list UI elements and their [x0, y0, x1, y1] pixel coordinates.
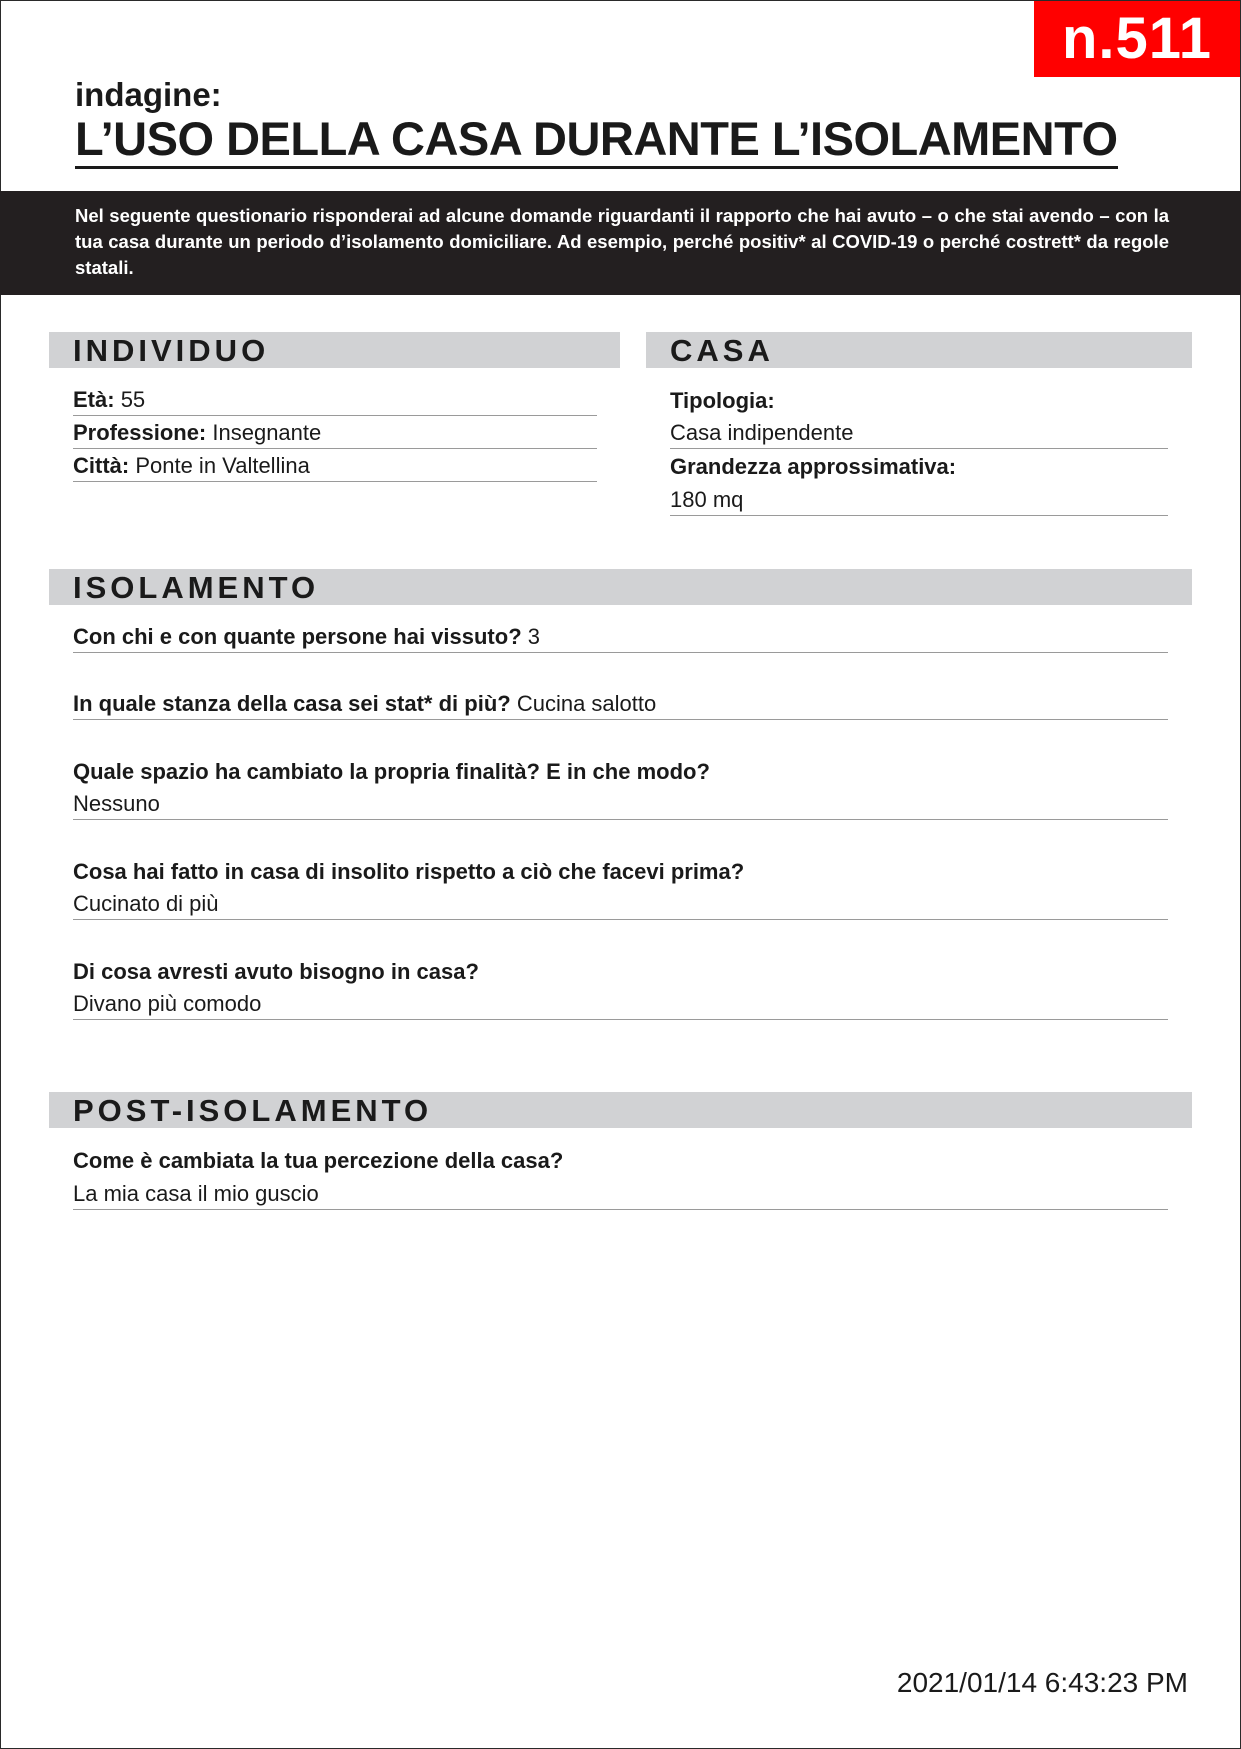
intro-banner — [0, 191, 1241, 295]
survey-kicker: indagine: — [75, 76, 222, 113]
field-eta-value: 55 — [120, 387, 146, 412]
field-professione-label: Professione: — [73, 420, 213, 445]
section-casa-heading: CASA — [670, 333, 774, 368]
field-citta-label: Città: — [73, 453, 136, 478]
question-1-text: Con chi e con quante persone hai vissuto? — [73, 624, 528, 649]
field-tipologia-value: Casa indipendente — [670, 418, 1168, 449]
submission-timestamp: 2021/01/14 6:43:23 PM — [896, 1667, 1188, 1698]
answer-4: Cucinato di più — [73, 889, 1168, 920]
question-5-text: Di cosa avresti avuto bisogno in casa? — [73, 959, 479, 984]
section-individuo-heading: INDIVIDUO — [73, 333, 270, 368]
section-isolamento — [49, 569, 1192, 605]
section-casa — [646, 332, 1192, 368]
question-3-text: Quale spazio ha cambiato la propria finalità? E in che modo? — [73, 759, 710, 784]
post-question-1-text: Come è cambiata la tua percezione della casa? — [73, 1148, 564, 1173]
field-grandezza-label: Grandezza approssimativa: — [670, 454, 957, 479]
intro-text: Nel seguente questionario risponderai ad alcune domande riguardanti il rapporto che hai avuto – o che stai avendo – con la tua casa durante un periodo d’isolamento domiciliare. Ad esempio, perché positiv* al COVID-19 o perché costrett* da regole statali. — [75, 205, 1169, 278]
section-isolamento-heading: ISOLAMENTO — [73, 570, 320, 605]
page-title: L’USO DELLA CASA DURANTE L’ISOLAMENTO — [75, 112, 1118, 169]
field-tipologia-label: Tipologia: — [670, 388, 775, 413]
field-eta — [73, 385, 597, 416]
question-2-text: In quale stanza della casa sei stat* di più? — [73, 691, 517, 716]
section-post-isolamento — [49, 1092, 1192, 1128]
question-2 — [73, 689, 1168, 720]
question-1 — [73, 622, 1168, 653]
answer-2: Cucina salotto — [516, 691, 657, 716]
answer-3: Nessuno — [73, 789, 1168, 820]
field-citta-value: Ponte in Valtellina — [135, 453, 310, 478]
field-professione — [73, 418, 597, 449]
field-eta-label: Età: — [73, 387, 121, 412]
field-citta — [73, 451, 597, 482]
section-post-isolamento-heading: POST-ISOLAMENTO — [73, 1093, 433, 1128]
form-number-badge: n.511 — [1034, 1, 1240, 77]
field-professione-value: Insegnante — [212, 420, 322, 445]
answer-5: Divano più comodo — [73, 989, 1168, 1020]
answer-1: 3 — [527, 624, 540, 649]
section-individuo — [49, 332, 620, 368]
post-answer-1: La mia casa il mio guscio — [73, 1179, 1168, 1210]
field-grandezza-value: 180 mq — [670, 485, 1168, 516]
question-4-text: Cosa hai fatto in casa di insolito rispetto a ciò che facevi prima? — [73, 859, 745, 884]
